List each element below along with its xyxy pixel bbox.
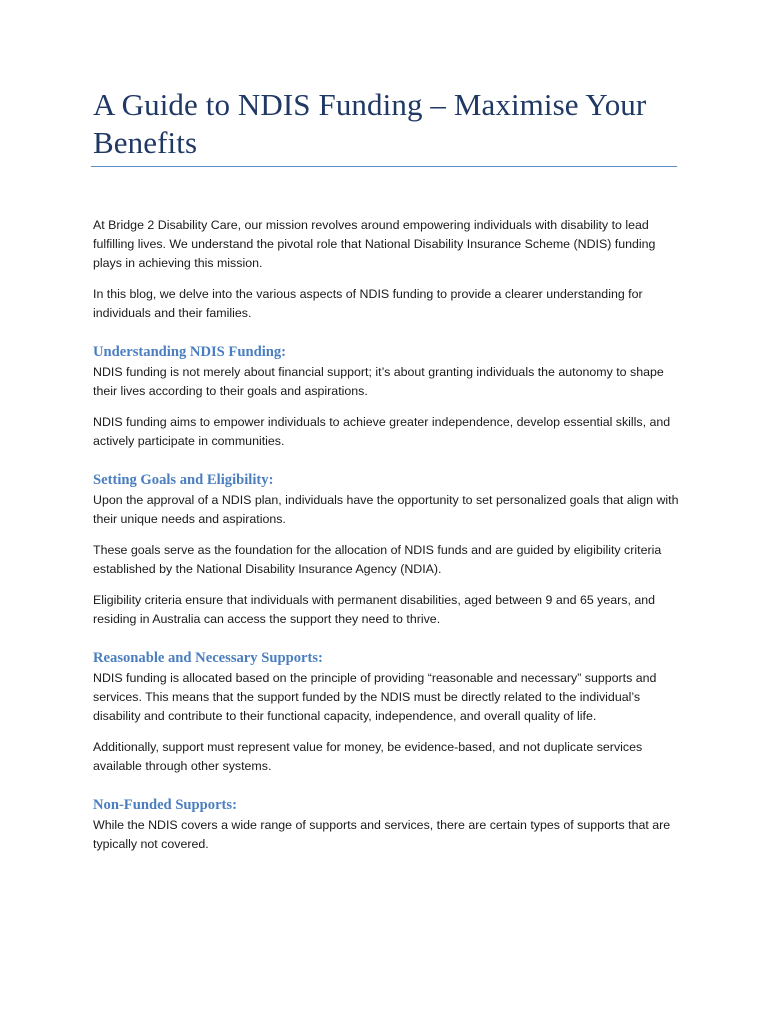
section-heading-reasonable-necessary: Reasonable and Necessary Supports: <box>93 650 323 666</box>
document-body <box>93 216 679 866</box>
intro-paragraph: At Bridge 2 Disability Care, our mission revolves around empowering individuals with disability to lead fulfilling lives. We understand the pivotal role that National Disability Insurance Scheme (NDIS) funding plays in achieving this mission. <box>93 218 656 270</box>
section-heading-understanding: Understanding NDIS Funding: <box>93 344 287 360</box>
section-heading-goals-eligibility: Setting Goals and Eligibility: <box>93 472 274 488</box>
section-paragraph: NDIS funding is allocated based on the principle of providing “reasonable and necessary” supports and services. This means that the support funded by the NDIS must be directly related to the individual’s disability and contribute to their functional capacity, independence, and overall quality of life. <box>93 671 657 723</box>
section-paragraph: Additionally, support must represent value for money, be evidence-based, and not duplicate services available through other systems. <box>93 740 643 773</box>
section-paragraph: While the NDIS covers a wide range of supports and services, there are certain types of supports that are typically not covered. <box>93 818 671 851</box>
page-title: A Guide to NDIS Funding – Maximise Your Benefits <box>93 87 647 160</box>
section-heading-non-funded: Non-Funded Supports: <box>93 797 237 813</box>
section-paragraph: Upon the approval of a NDIS plan, individuals have the opportunity to set personalized goals that align with their unique needs and aspirations. <box>93 493 679 526</box>
title-divider <box>91 166 677 167</box>
section-paragraph: NDIS funding aims to empower individuals to achieve greater independence, develop essential skills, and actively participate in communities. <box>93 415 671 448</box>
section-paragraph: NDIS funding is not merely about financial support; it’s about granting individuals the autonomy to shape their lives according to their goals and aspirations. <box>93 365 664 398</box>
section-paragraph: Eligibility criteria ensure that individuals with permanent disabilities, aged between 9 and 65 years, and residing in Australia can access the support they need to thrive. <box>93 593 656 626</box>
section-paragraph: These goals serve as the foundation for the allocation of NDIS funds and are guided by eligibility criteria established by the National Disability Insurance Agency (NDIA). <box>93 543 662 576</box>
intro-paragraph: In this blog, we delve into the various aspects of NDIS funding to provide a clearer understanding for individuals and their families. <box>93 287 643 320</box>
